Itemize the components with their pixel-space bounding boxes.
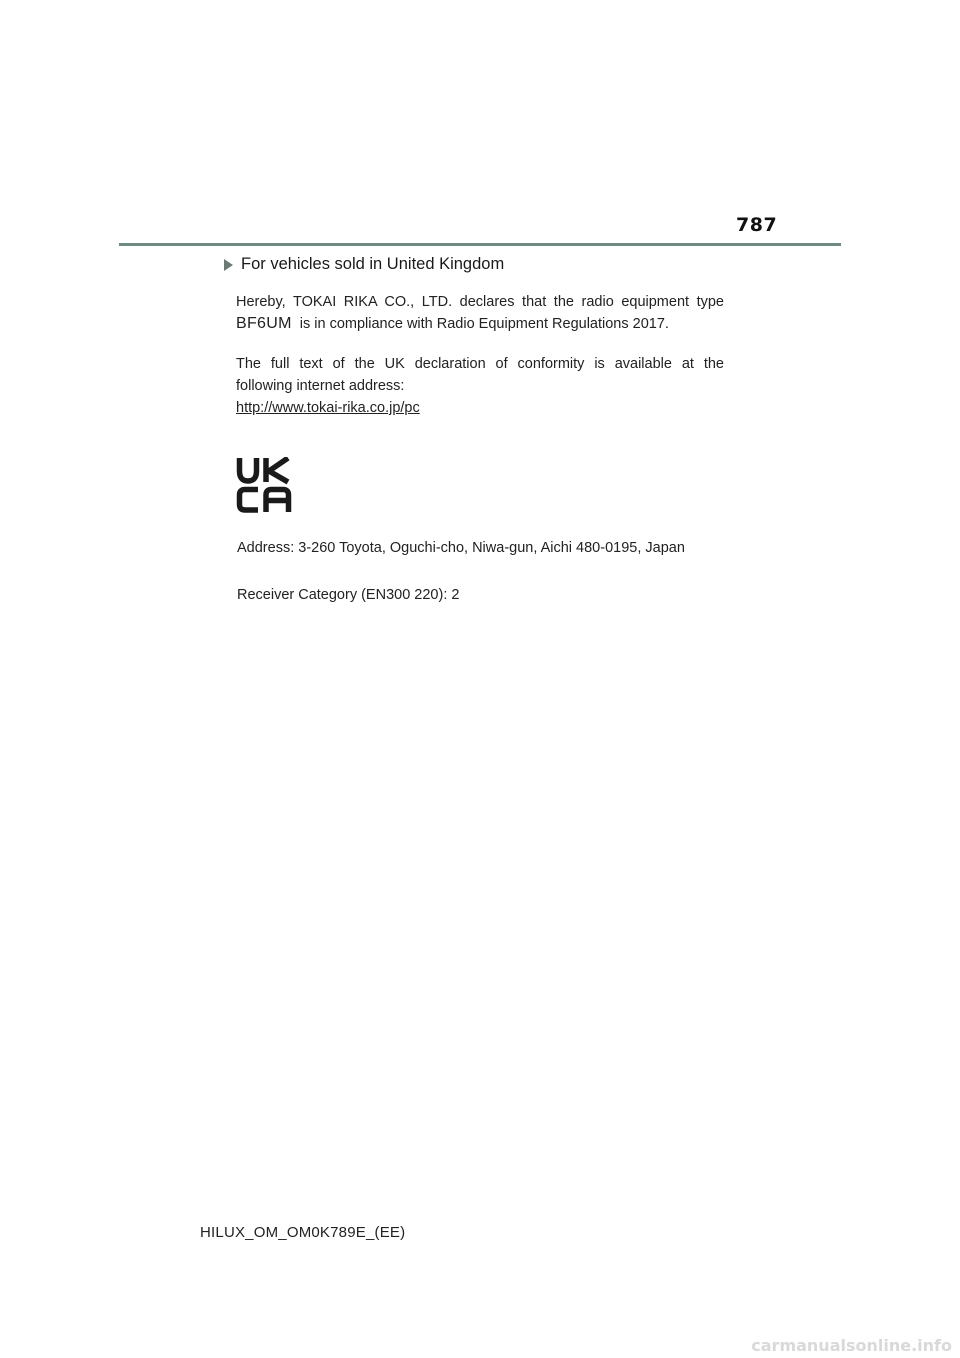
conformity-line-1: The full text of the UK declaration of conformity is available at the (236, 356, 724, 372)
declaration-paragraph (236, 291, 724, 335)
model-code: BF6UM (236, 315, 292, 332)
page-number: 787 (736, 214, 778, 236)
manufacturer-address: Address: 3-260 Toyota, Oguchi-cho, Niwa-gun, Aichi 480-0195, Japan (237, 540, 685, 556)
section-heading-text: For vehicles sold in United Kingdom (241, 255, 505, 273)
declaration-line-2-text: is in compliance with Radio Equipment Regulations 2017. (299, 316, 669, 332)
conformity-url-link[interactable]: http://www.tokai-rika.co.jp/pc (236, 400, 420, 416)
ukca-mark-icon (236, 457, 292, 513)
section-heading (224, 255, 504, 274)
conformity-paragraph (236, 353, 724, 419)
receiver-category: Receiver Category (EN300 220): 2 (237, 587, 460, 603)
header-rule (119, 243, 841, 246)
triangle-bullet-icon (224, 259, 233, 271)
footer-document-code: HILUX_OM_OM0K789E_(EE) (200, 1224, 406, 1241)
conformity-line-2: following internet address: (236, 378, 405, 394)
declaration-line-2 (236, 313, 724, 335)
watermark: carmanualsonline.info (751, 1336, 952, 1355)
declaration-line-1: Hereby, TOKAI RIKA CO., LTD. declares that the radio equipment type (236, 294, 724, 310)
